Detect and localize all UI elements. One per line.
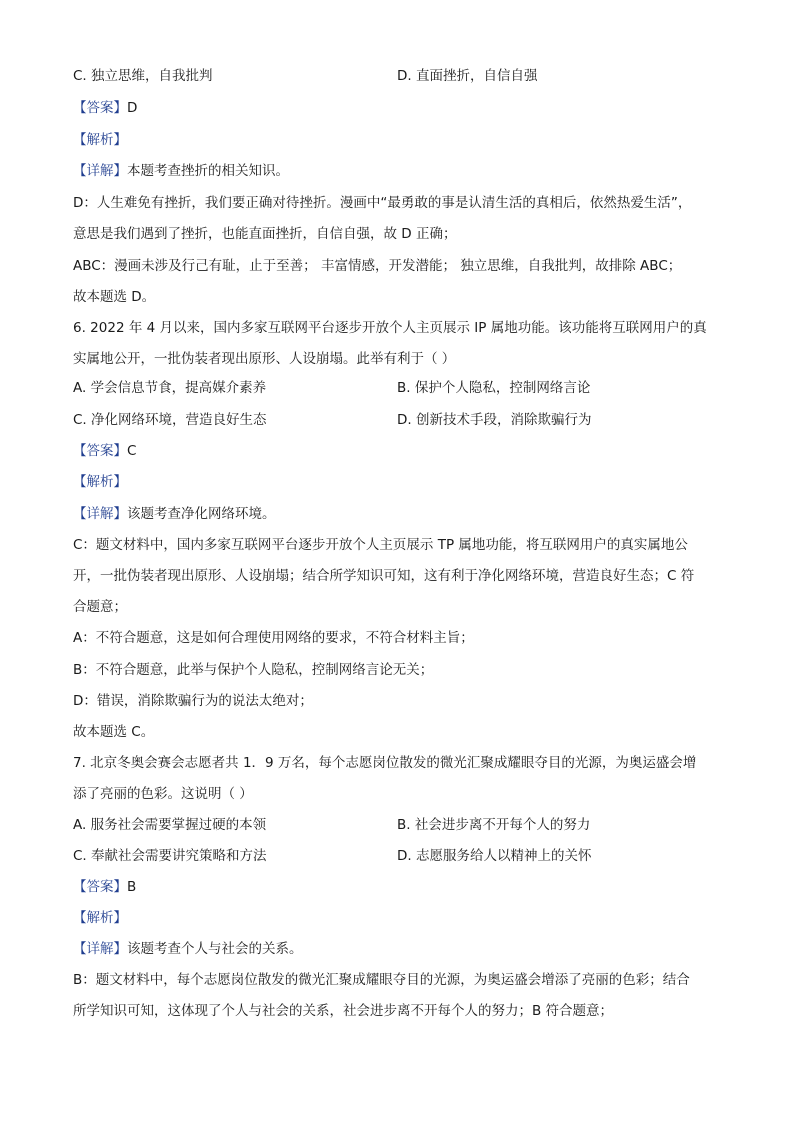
q7-option-b: B. 社会进步离不开每个人的努力 xyxy=(397,817,591,833)
q6-option-c: C. 净化网络环境，营造良好生态 xyxy=(73,412,267,428)
q7-stem-line-2: 添了亮丽的色彩。这说明（ ） xyxy=(73,786,253,802)
q7-analysis-tag: 【解析】 xyxy=(73,910,127,926)
answer-tag: 【答案】 xyxy=(73,879,127,895)
q5-line-4: 故本题选 D。 xyxy=(73,289,156,305)
q6-option-b: B. 保护个人隐私，控制网络言论 xyxy=(397,380,591,396)
q5-line-2: 意思是我们遇到了挫折，也能直面挫折，自信自强，故 D 正确； xyxy=(73,226,457,242)
q6-line-1: C：题文材料中，国内多家互联网平台逐步开放个人主页展示 TP 属地功能，将互联网用户的真实属地公 xyxy=(73,537,688,553)
detail-text: 本题考查挫折的相关知识。 xyxy=(127,163,289,179)
q6-line-6: D：错误，消除欺骗行为的说法太绝对； xyxy=(73,693,313,709)
q5-option-c: C. 独立思维，自我批判 xyxy=(73,68,213,84)
q6-answer xyxy=(73,441,136,461)
q6-option-a: A. 学会信息节食，提高媒介素养 xyxy=(73,380,267,396)
answer-value: C xyxy=(127,443,137,459)
q6-stem-line-2: 实属地公开，一批伪装者现出原形、人设崩塌。此举有利于（ ） xyxy=(73,351,456,367)
q7-option-a: A. 服务社会需要掌握过硬的本领 xyxy=(73,817,267,833)
q5-line-3: ABC：漫画未涉及行己有耻，止于至善； 丰富情感，开发潜能； 独立思维，自我批判，故排除 ABC； xyxy=(73,258,682,274)
detail-tag: 【详解】 xyxy=(73,506,127,522)
q6-line-3: 合题意； xyxy=(73,599,127,615)
q5-analysis-tag: 【解析】 xyxy=(73,132,127,148)
q5-line-1: D：人生难免有挫折，我们要正确对待挫折。漫画中“最勇敢的事是认清生活的真相后，依然热爱生活”， xyxy=(73,195,692,211)
answer-tag: 【答案】 xyxy=(73,100,127,116)
q7-line-1: B：题文材料中，每个志愿岗位散发的微光汇聚成耀眼夺目的光源，为奥运盛会增添了亮丽的色彩；结合 xyxy=(73,972,690,988)
q7-line-2: 所学知识可知，这体现了个人与社会的关系，社会进步离不开每个人的努力；B 符合题意； xyxy=(73,1003,614,1019)
q7-option-d: D. 志愿服务给人以精神上的关怀 xyxy=(397,848,592,864)
q6-stem-line-1: 6. 2022 年 4 月以来，国内多家互联网平台逐步开放个人主页展示 IP 属地功能。该功能将互联网用户的真 xyxy=(73,320,707,336)
q6-analysis-tag: 【解析】 xyxy=(73,474,127,490)
q5-detail xyxy=(73,161,289,181)
answer-value: B xyxy=(127,879,137,895)
q5-answer xyxy=(73,98,137,118)
q6-detail xyxy=(73,504,276,524)
q7-option-c: C. 奉献社会需要讲究策略和方法 xyxy=(73,848,267,864)
q7-detail xyxy=(73,939,303,959)
answer-tag: 【答案】 xyxy=(73,443,127,459)
q7-answer xyxy=(73,877,136,897)
q6-line-7: 故本题选 C。 xyxy=(73,724,155,740)
q6-option-d: D. 创新技术手段，消除欺骗行为 xyxy=(397,412,592,428)
q5-option-d: D. 直面挫折，自信自强 xyxy=(397,68,538,84)
detail-text: 该题考查净化网络环境。 xyxy=(127,506,276,522)
detail-tag: 【详解】 xyxy=(73,163,127,179)
detail-text: 该题考查个人与社会的关系。 xyxy=(127,941,303,957)
q6-line-2: 开，一批伪装者现出原形、人设崩塌；结合所学知识可知，这有利于净化网络环境，营造良好生态；C 符 xyxy=(73,568,695,584)
q6-line-5: B：不符合题意，此举与保护个人隐私，控制网络言论无关； xyxy=(73,662,434,678)
q6-line-4: A：不符合题意，这是如何合理使用网络的要求，不符合材料主旨； xyxy=(73,630,474,646)
detail-tag: 【详解】 xyxy=(73,941,127,957)
q7-stem-line-1: 7. 北京冬奥会赛会志愿者共 1．9 万名，每个志愿岗位散发的微光汇聚成耀眼夺目的光源，为奥运盛会增 xyxy=(73,755,697,771)
answer-value: D xyxy=(127,100,138,116)
